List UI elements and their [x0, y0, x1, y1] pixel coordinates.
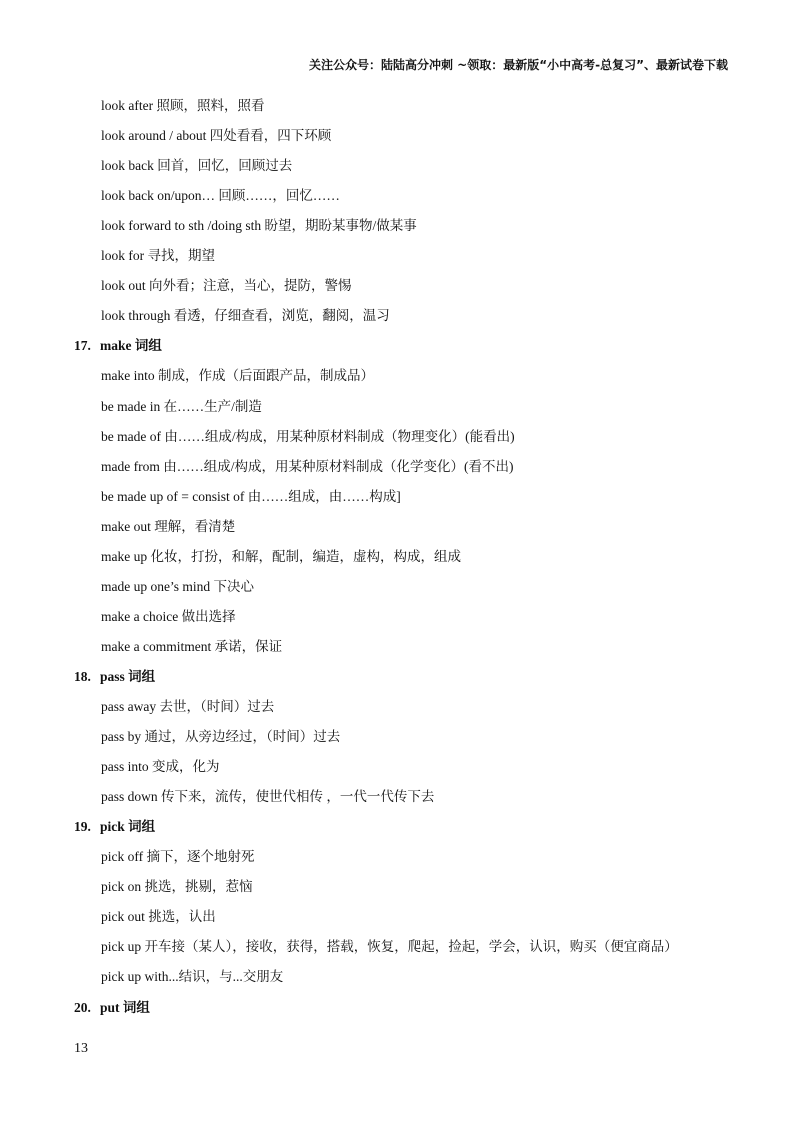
phrase-entry: pass by 通过，从旁边经过，（时间）过去 — [101, 729, 341, 745]
phrase-entry: make a commitment 承诺，保证 — [101, 638, 283, 654]
section-heading — [74, 667, 155, 687]
section-heading — [74, 817, 155, 837]
phrase-entry: pick up with...结识，与...交朋友 — [101, 969, 284, 985]
section-number: 17. — [74, 338, 91, 354]
phrase-entry: pick up 开车接（某人），接收，获得，搭载，恢复，爬起，捡起，学会，认识，购买（便宜商品） — [101, 939, 678, 955]
page-header: 关注公众号：陆陆高分冲刺 ~领取：最新版“小中高考-总复习”、最新试卷下载 — [309, 58, 728, 72]
phrase-entry: look after 照顾，照料，照看 — [101, 98, 265, 113]
phrase-entry: pass into 变成，化为 — [101, 759, 220, 775]
section-number: 19. — [74, 819, 91, 835]
phrase-entry: be made in 在……生产/制造 — [101, 398, 262, 414]
phrase-entry: look for 寻找，期望 — [101, 248, 215, 264]
phrase-entry: be made up of = consist of 由……组成，由……构成] — [101, 488, 401, 504]
phrase-entry: look back 回首，回忆，回顾过去 — [101, 158, 293, 174]
phrase-entry: make out 理解，看清楚 — [101, 518, 236, 534]
phrase-entry: look out 向外看；注意，当心，提防，警惕 — [101, 278, 352, 294]
phrase-entry: look through 看透，仔细查看，浏览，翻阅，温习 — [101, 308, 390, 324]
section-number: 20. — [74, 999, 91, 1015]
section-title: pass 词组 — [100, 668, 156, 684]
section-heading — [74, 998, 150, 1018]
phrase-entry: look around / about 四处看看，四下环顾 — [101, 128, 332, 144]
page-number: 13 — [74, 1041, 88, 1056]
phrase-entry: look back on/upon… 回顾……，回忆…… — [101, 188, 340, 204]
phrase-entry: made from 由……组成/构成，用某种原材料制成（化学变化）(看不出) — [101, 458, 514, 474]
section-heading — [74, 336, 162, 356]
phrase-entry: look forward to sth /doing sth 盼望，期盼某事物/做某事 — [101, 218, 417, 234]
phrase-entry: be made of 由……组成/构成，用某种原材料制成（物理变化）(能看出) — [101, 428, 515, 444]
phrase-entry: pass down 传下来，流传，使世代相传 ，一代一代传下去 — [101, 789, 435, 805]
phrase-entry: pick on 挑选，挑剔，惹恼 — [101, 879, 253, 895]
phrase-entry: pick out 挑选，认出 — [101, 909, 216, 925]
phrase-entry: made up one’s mind 下决心 — [101, 578, 254, 594]
section-title: make 词组 — [100, 338, 162, 354]
section-title: pick 词组 — [100, 819, 156, 835]
phrase-entry: pick off 摘下，逐个地射死 — [101, 849, 255, 865]
phrase-entry: make into 制成，作成（后面跟产品，制成品） — [101, 368, 374, 384]
phrase-entry: make up 化妆，打扮，和解，配制，编造，虚构，构成，组成 — [101, 548, 461, 564]
phrase-entry: pass away 去世，（时间）过去 — [101, 699, 275, 714]
section-number: 18. — [74, 668, 91, 684]
phrase-entry: make a choice 做出选择 — [101, 608, 236, 624]
section-title: put 词组 — [100, 999, 150, 1015]
